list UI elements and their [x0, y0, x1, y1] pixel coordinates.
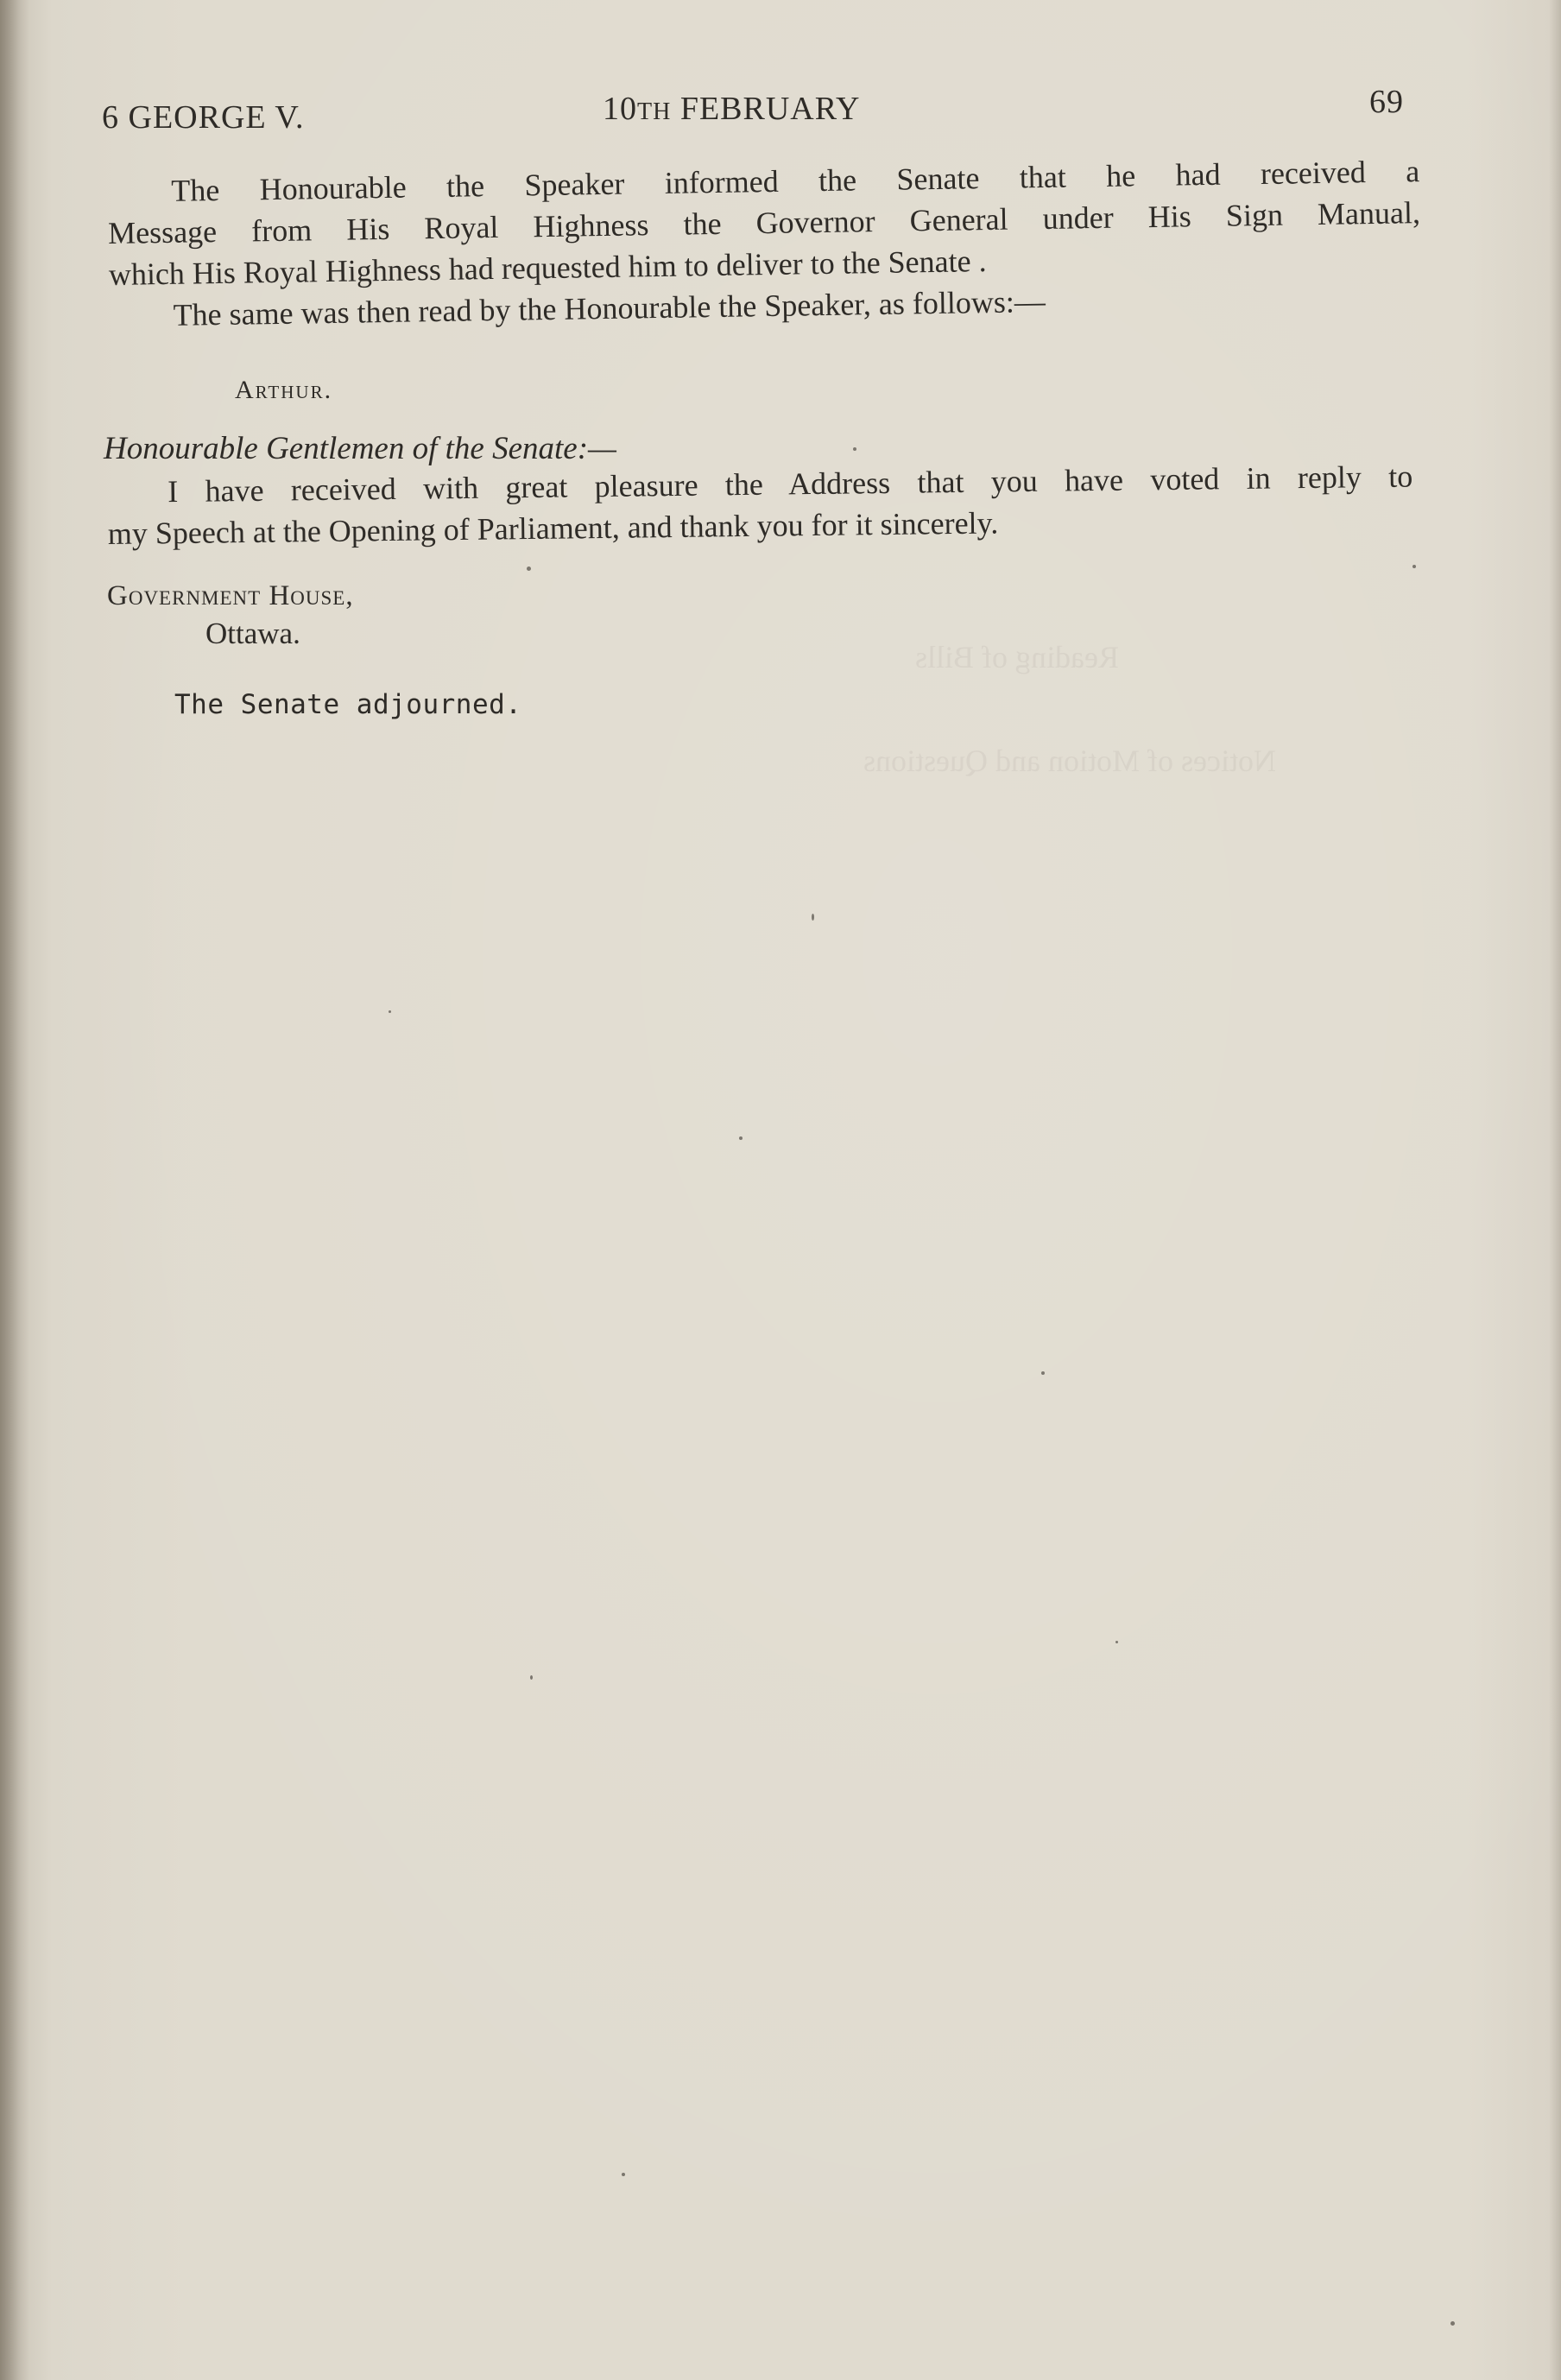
- header-date-suffix: TH: [637, 98, 672, 125]
- page-number: 69: [1369, 84, 1404, 120]
- paper-speck: [1412, 565, 1416, 568]
- page-edge-shadow: [1549, 0, 1561, 2380]
- paper-speck: [527, 567, 531, 571]
- header-date-day: 10: [603, 91, 637, 127]
- paragraph-line: The same was then read by the Honourable the Speaker, as follows:—: [173, 283, 1046, 332]
- show-through-text-2: Notices of Motion and Questions: [863, 744, 1276, 778]
- header-regnal-year: 6 GEORGE V.: [102, 99, 305, 136]
- place-line-1: Government House,: [107, 580, 354, 611]
- binding-shadow: [0, 0, 29, 2380]
- paragraph-line: The Honourable the Speaker informed the Senate that he had received a: [171, 154, 1420, 208]
- paper-speck: [1115, 1641, 1118, 1643]
- running-header: [102, 86, 1414, 138]
- paper-speck: [622, 2173, 625, 2176]
- paragraph-line: Message from His Royal Highness the Governor General under His Sign Manual,: [107, 195, 1421, 250]
- paper-speck: [739, 1136, 743, 1140]
- message-signature: Arthur.: [235, 376, 333, 404]
- message-salutation: Honourable Gentlemen of the Senate:—: [104, 431, 616, 466]
- paper-speck: [1450, 2321, 1455, 2326]
- header-date: [603, 90, 860, 128]
- show-through-text: Reading of Bills: [915, 640, 1119, 674]
- paper-speck: [530, 1675, 533, 1680]
- paper-speck: [389, 1010, 391, 1013]
- paragraph-line: I have received with great pleasure the Address that you have voted in reply to: [167, 459, 1413, 510]
- paragraph-line: which His Royal Highness had requested him to deliver to the Senate .: [108, 244, 987, 292]
- message-body-paragraph: [107, 456, 1413, 554]
- paragraph-line: my Speech at the Opening of Parliament, and thank you for it sincerely.: [107, 505, 999, 551]
- paper-speck: [1041, 1371, 1045, 1375]
- speaker-message-paragraph: [107, 150, 1422, 337]
- adjournment-line: The Senate adjourned.: [174, 689, 522, 720]
- paper-speck: [853, 447, 856, 451]
- header-date-month: FEBRUARY: [679, 91, 861, 127]
- paper-speck: [812, 914, 814, 921]
- place-line-2: Ottawa.: [205, 617, 300, 650]
